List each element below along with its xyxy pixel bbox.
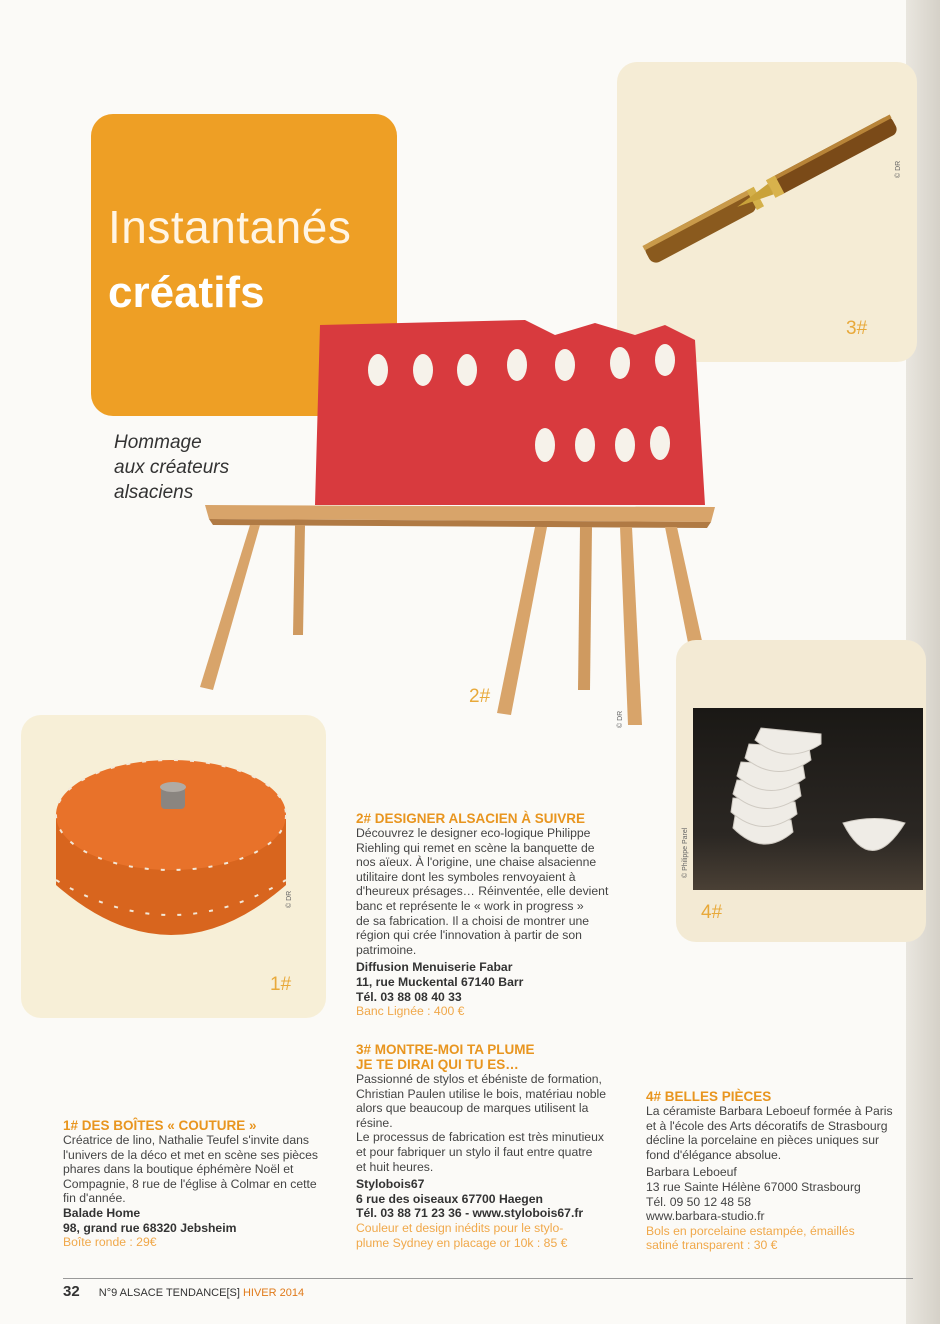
issue-number: N°9	[98, 1287, 118, 1299]
article-3-price-line: Couleur et design inédits pour le stylo-	[356, 1220, 564, 1235]
page-footer	[63, 1283, 304, 1300]
article-2-address	[356, 960, 626, 1004]
text-line: région qui crée l'innovation à partir de son	[356, 928, 582, 943]
address-line: 13 rue Sainte Hélène 67000 Strasbourg	[646, 1179, 861, 1194]
article-4-price-line: satiné transparent : 30 €	[646, 1238, 778, 1253]
photo-number-3: 3#	[846, 318, 868, 339]
text-line: phares dans la boutique éphémère Noël et	[63, 1162, 294, 1177]
article-3	[356, 1042, 631, 1250]
article-3-address	[356, 1177, 631, 1221]
text-line: et huit heures.	[356, 1159, 434, 1174]
text-line: alors que beaucoup de marques utilisent la	[356, 1101, 589, 1116]
article-4	[646, 1089, 911, 1253]
address-line: 6 rue des oiseaux 67700 Haegen	[356, 1191, 543, 1206]
article-3-price-line: plume Sydney en placage or 10k : 85 €	[356, 1235, 568, 1250]
footer-divider	[63, 1278, 913, 1279]
subtitle-line2: aux créateurs	[114, 457, 230, 478]
porcelain-bowls-illustration	[693, 708, 923, 890]
article-2	[356, 811, 626, 1019]
photo-number-2: 2#	[469, 686, 491, 707]
photo-number-4: 4#	[701, 902, 723, 923]
address-line: 98, grand rue 68320 Jebsheim	[63, 1220, 237, 1235]
photo-credit-1: © DR	[286, 890, 293, 908]
photo-credit-4: © Philippe Parel	[682, 827, 689, 878]
article-1	[63, 1118, 338, 1250]
article-4-price-line: Bols en porcelaine estampée, émaillés	[646, 1223, 855, 1238]
magazine-name: ALSACE TENDANCE[S]	[119, 1287, 240, 1299]
article-1-address	[63, 1206, 338, 1235]
bench-illustration	[195, 315, 725, 735]
text-line: Le processus de fabrication est très minutieux	[356, 1130, 604, 1145]
article-4-address	[646, 1165, 911, 1223]
article-4-heading: 4# BELLES PIÈCES	[646, 1089, 772, 1104]
subtitle-line1: Hommage	[114, 432, 202, 453]
photo-credit-3: © DR	[895, 160, 902, 178]
text-line: Passionné de stylos et ébéniste de formation,	[356, 1072, 602, 1086]
address-line: Balade Home	[63, 1205, 141, 1220]
text-line: Christian Paulen utilise le bois, matériau noble	[356, 1086, 606, 1101]
address-line: Diffusion Menuiserie Fabar	[356, 960, 513, 975]
text-line: de sa fabrication. Il a choisi de montrer une	[356, 913, 590, 928]
article-3-body	[356, 1072, 631, 1174]
text-line: et à l'école des Arts décoratifs de Strasbourg	[646, 1118, 888, 1133]
text-line: et pour fabriquer un stylo il faut entre quatre	[356, 1144, 593, 1159]
text-line: fond d'élégance absolue.	[646, 1147, 782, 1162]
address-line: Barbara Leboeuf	[646, 1165, 737, 1180]
text-line: décline la porcelaine en pièces uniques sur	[646, 1133, 880, 1148]
article-4-body	[646, 1104, 911, 1162]
article-3-heading-1: 3# MONTRE-MOI TA PLUME	[356, 1042, 535, 1057]
article-1-body	[63, 1133, 338, 1206]
text-line: utilitaire dont les symboles renvoyaient à	[356, 869, 576, 884]
article-1-price: Boîte ronde : 29€	[63, 1235, 157, 1250]
article-2-body	[356, 826, 626, 957]
article-2-heading: 2# DESIGNER ALSACIEN À SUIVRE	[356, 811, 586, 826]
text-line: Créatrice de lino, Nathalie Teufel s'invite dans	[63, 1133, 309, 1147]
title-line2: créatifs	[108, 268, 265, 317]
address-line: Tél. 03 88 08 40 33	[356, 989, 462, 1004]
text-line: d'heureux présages… Réinventée, elle devient	[356, 884, 609, 899]
text-line: l'univers de la déco et met en scène ses pièces	[63, 1147, 319, 1162]
box-photo-panel	[21, 715, 326, 1018]
text-line: Riehling qui remet en scène la banquette de	[356, 840, 595, 855]
text-line: résine.	[356, 1115, 393, 1130]
round-box-illustration	[21, 715, 326, 1018]
bowls-photo	[693, 708, 923, 890]
page-number: 32	[63, 1283, 80, 1300]
address-line: Tél. 09 50 12 48 58	[646, 1194, 752, 1209]
address-line: Stylobois67	[356, 1177, 425, 1192]
issue-season: HIVER 2014	[242, 1287, 305, 1299]
text-line: fin d'année.	[63, 1191, 126, 1206]
address-line: 11, rue Muckental 67140 Barr	[356, 974, 524, 989]
photo-number-1: 1#	[270, 974, 292, 995]
article-2-price: Banc Lignée : 400 €	[356, 1004, 465, 1019]
article-3-heading-2: JE TE DIRAI QUI TU ES…	[356, 1057, 519, 1072]
subtitle-line3: alsaciens	[114, 482, 194, 503]
article-1-heading: 1# DES BOÎTES « COUTURE »	[63, 1118, 257, 1133]
address-line: www.barbara-studio.fr	[646, 1209, 765, 1224]
title-line1: Instantanés	[108, 201, 352, 253]
text-line: banc et représente le « work in progress »	[356, 898, 584, 913]
text-line: patrimoine.	[356, 942, 417, 957]
photo-credit-2: © DR	[617, 710, 624, 728]
text-line: Découvrez le designer eco-logique Philippe	[356, 826, 591, 840]
text-line: Compagnie, 8 rue de l'église à Colmar en cette	[63, 1176, 317, 1191]
address-line: Tél. 03 88 71 23 36 - www.stylobois67.fr	[356, 1206, 584, 1221]
text-line: La céramiste Barbara Leboeuf formée à Paris	[646, 1104, 893, 1118]
text-line: nos aïeux. À l'origine, une chaise alsacienne	[356, 855, 597, 870]
